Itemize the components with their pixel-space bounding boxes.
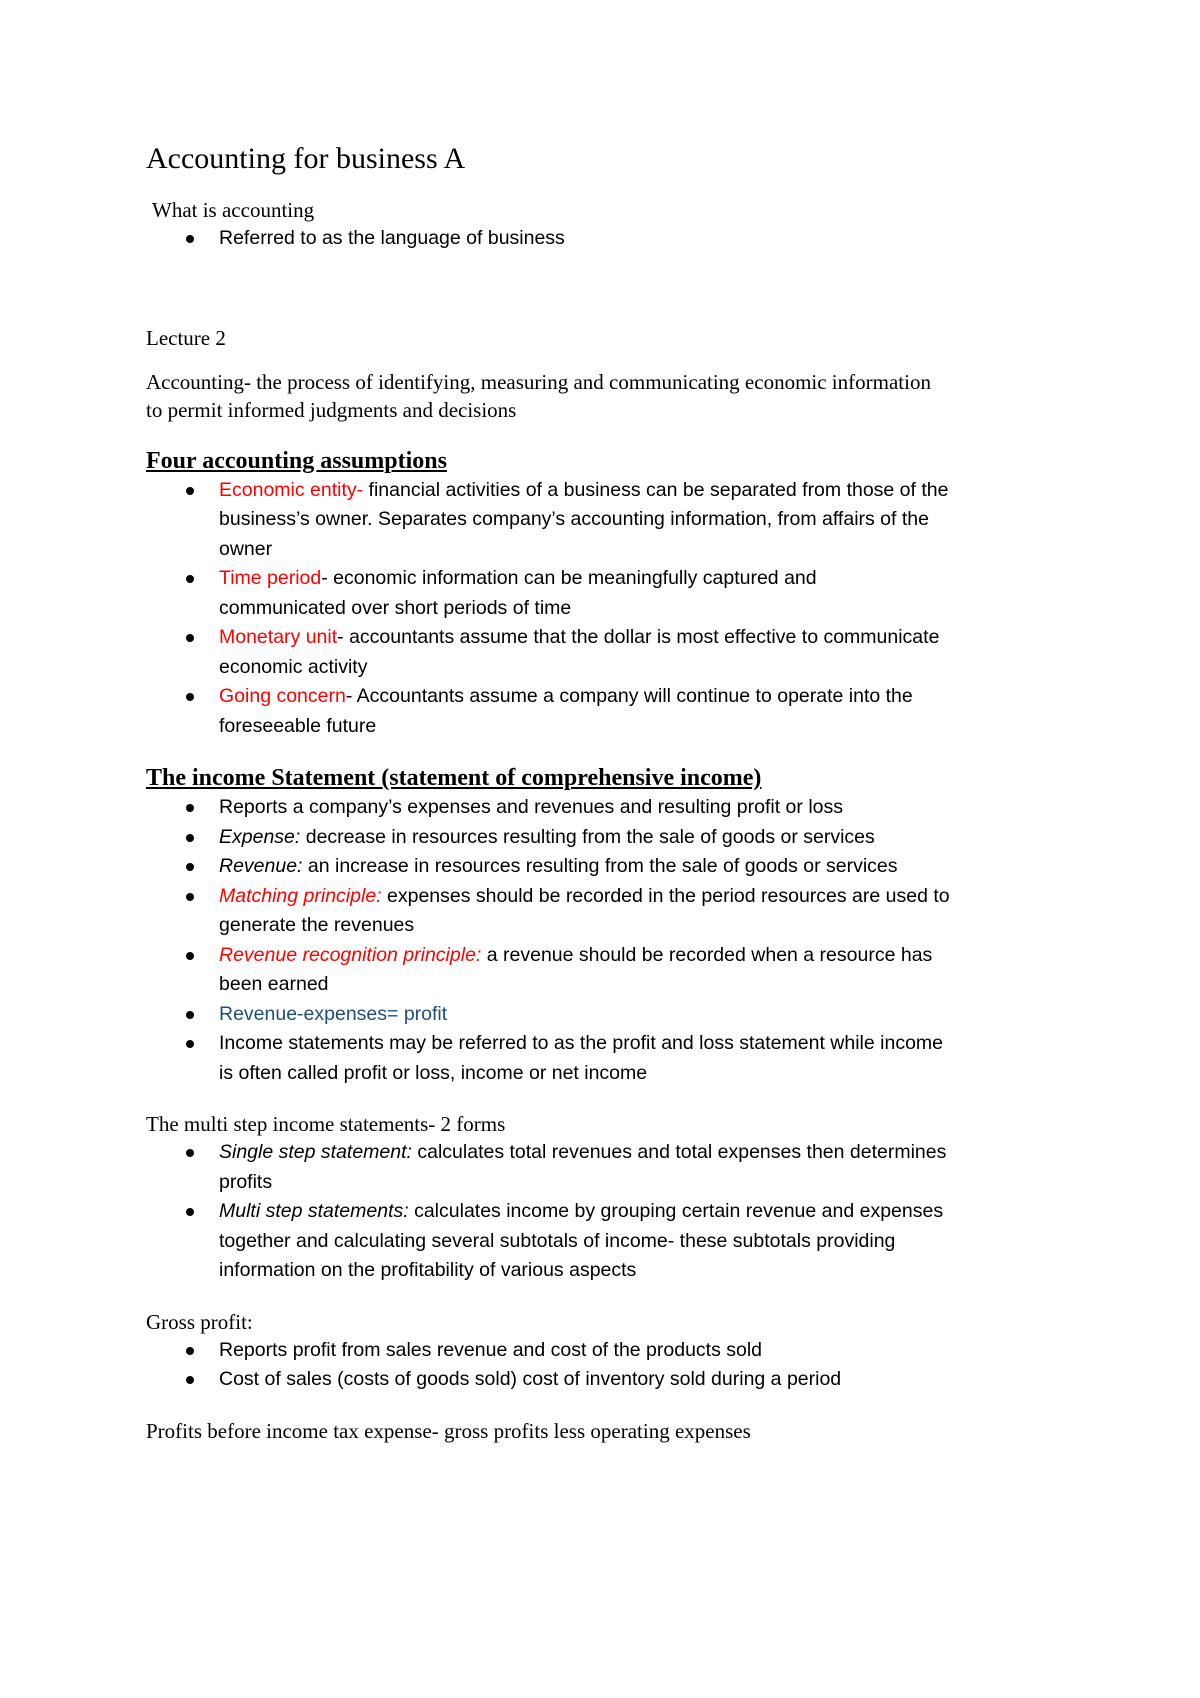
list-item [146,1365,1066,1395]
lecture-label: Lecture 2 [146,325,226,350]
multistep-term: Single step statement: [219,1141,412,1163]
assumption-text: foreseeable future [219,714,377,737]
income-term: Expense: [219,825,301,848]
assumption-text: - Accountants assume a company will continue to operate into the [345,685,913,707]
bullet-icon [186,1040,194,1048]
multistep-term: Multi step statements: [219,1200,409,1222]
income-list [146,793,1066,1088]
assumption-text: economic activity [219,655,368,678]
list-item [146,1197,1066,1286]
bullet-icon [186,1149,194,1157]
list-item [146,882,1066,941]
list-item [146,1029,1066,1088]
income-text: Income statements may be referred to as the profit and loss statement while income [219,1032,944,1054]
gross-text: Cost of sales (costs of goods sold) cost of inventory sold during a period [219,1368,842,1390]
assumption-text: communicated over short periods of time [219,596,572,619]
income-text: decrease in resources resulting from the sale of goods or services [300,825,875,848]
bullet-icon [186,952,194,960]
assumption-text: owner [219,537,273,560]
assumption-text: - accountants assume that the dollar is most effective to communicate [337,626,940,648]
assumption-term: Time period [219,567,322,589]
bullet-icon [186,575,194,583]
list-item [146,224,1066,254]
list-item [146,1336,1066,1366]
list-item [146,852,1066,882]
definition-line-2: to permit informed judgments and decisions [146,397,517,422]
multistep-text: calculates total revenues and total expenses then determines [411,1141,947,1163]
bullet-icon [186,487,194,495]
bullet-icon [186,235,194,243]
income-heading: The income Statement (statement of comprehensive income) [146,765,762,791]
list-item [146,941,1066,1000]
document-title: Accounting for business A [146,142,466,175]
bullet-icon [186,893,194,901]
list-item [146,682,1066,741]
assumption-term: Monetary unit [219,626,338,648]
assumption-text: - economic information can be meaningfully captured and [321,567,817,589]
intro-list [146,224,1066,254]
definition-line-1: Accounting- the process of identifying, measuring and communicating economic information [146,369,931,394]
list-item [146,476,1066,565]
closing-line: Profits before income tax expense- gross profits less operating expenses [146,1418,751,1443]
assumption-term: Economic entity- [219,478,364,501]
assumption-text: business’s owner. Separates company’s accounting information, from affairs of the [219,508,929,530]
assumption-term: Going concern [219,685,346,707]
intro-bullet-text: Referred to as the language of business [219,227,565,249]
multistep-list [146,1138,1066,1286]
income-term: Matching principle: [219,884,382,907]
bullet-icon [186,1011,194,1019]
assumption-text: financial activities of a business can be separated from those of the [363,478,949,501]
income-formula: Revenue-expenses= profit [219,1002,448,1025]
bullet-icon [186,834,194,842]
assumptions-heading: Four accounting assumptions [146,447,447,474]
bullet-icon [186,693,194,701]
list-item [146,564,1066,623]
bullet-icon [186,1208,194,1216]
bullet-icon [186,1376,194,1384]
gross-text: Reports profit from sales revenue and cost of the products sold [219,1338,763,1361]
gross-label: Gross profit: [146,1309,253,1334]
income-text: generate the revenues [219,914,415,936]
multistep-label: The multi step income statements- 2 forms [146,1112,506,1136]
list-item [146,1138,1066,1197]
gross-list [146,1336,1066,1395]
income-text: been earned [219,973,329,995]
list-item [146,623,1066,682]
multistep-text: profits [219,1170,273,1193]
income-text: Reports a company’s expenses and revenues and resulting profit or loss [219,796,843,818]
list-item [146,823,1066,853]
income-term: Revenue: [219,855,303,877]
income-text: expenses should be recorded in the period resources are used to [381,884,950,907]
list-item [146,793,1066,823]
list-item [146,1000,1066,1030]
bullet-icon [186,804,194,812]
bullet-icon [186,1347,194,1355]
bullet-icon [186,863,194,871]
bullet-icon [186,634,194,642]
multistep-text: together and calculating several subtotals of income- these subtotals providing [219,1229,896,1252]
income-text: a revenue should be recorded when a resource has [481,943,933,966]
intro-label: What is accounting [152,198,315,222]
multistep-text: information on the profitability of various aspects [219,1259,637,1281]
income-text: an increase in resources resulting from the sale of goods or services [302,855,898,877]
document-page [146,140,1066,1445]
income-text: is often called profit or loss, income or net income [219,1061,648,1084]
income-term: Revenue recognition principle: [219,943,482,966]
multistep-text: calculates income by grouping certain revenue and expenses [408,1200,944,1222]
assumptions-list [146,476,1066,742]
